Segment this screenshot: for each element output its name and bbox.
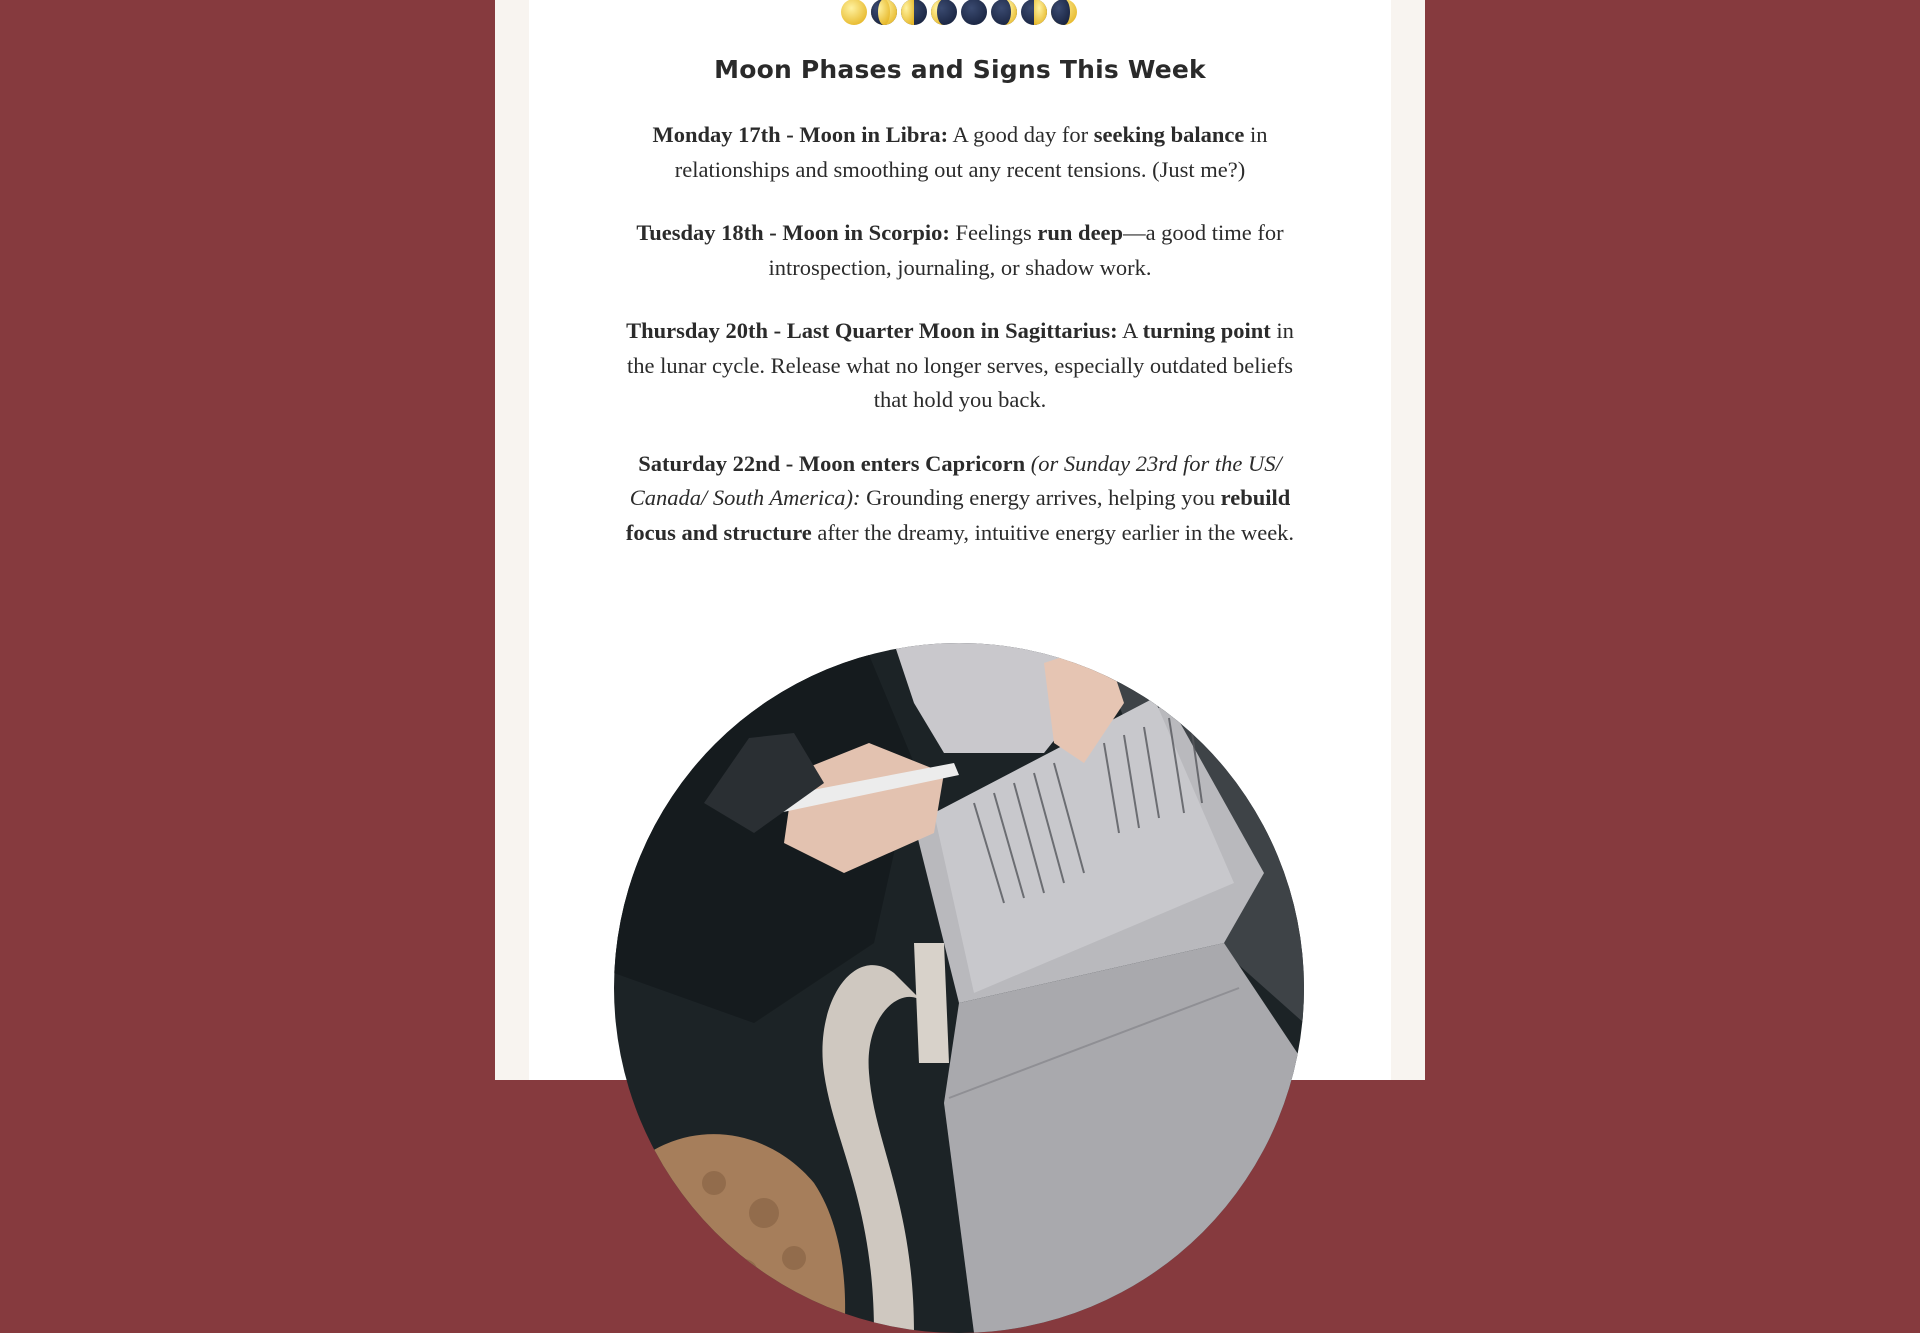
- entry-text: Feelings: [949, 220, 1038, 245]
- new-moon-icon: [961, 0, 987, 25]
- moon-schedule: [614, 118, 1306, 579]
- full-moon-icon: [841, 0, 867, 25]
- entry-thursday: [614, 314, 1306, 418]
- entry-text: A good day for: [948, 122, 1094, 147]
- entry-text: Grounding energy arrives, helping you: [860, 485, 1221, 510]
- first-quarter-moon-icon: [1021, 0, 1047, 25]
- entry-day-label: Thursday 20th - Last Quarter Moon in Sagittarius:: [626, 318, 1118, 343]
- waxing-gibbous-moon-icon: [1051, 0, 1077, 25]
- entry-day-label: Saturday 22nd - Moon enters Capricorn: [638, 450, 1026, 476]
- waning-gibbous-moon-icon: [871, 0, 897, 25]
- waxing-crescent-moon-icon: [991, 0, 1017, 25]
- entry-tuesday: [614, 216, 1306, 285]
- waning-crescent-moon-icon: [931, 0, 957, 25]
- entry-text: in relationships and smoothing out any recent tensions. (Just me?): [674, 122, 1268, 182]
- entry-day-label: Tuesday 18th - Moon in Scorpio:: [636, 220, 950, 245]
- entry-text: —a good time for introspection, journaling, or shadow work.: [768, 220, 1284, 280]
- entry-text: in the lunar cycle. Release what no longer serves, especially outdated beliefs that hold you back.: [627, 318, 1294, 412]
- entry-saturday: [614, 447, 1306, 551]
- section-title: Moon Phases and Signs This Week: [714, 55, 1206, 84]
- entry-highlight: turning point: [1142, 318, 1271, 343]
- entry-note: (or Sunday 23rd for the US/ Canada/ South America):: [629, 450, 1282, 510]
- entry-highlight: run deep: [1037, 220, 1124, 245]
- entry-highlight: rebuild focus and structure: [625, 485, 1291, 545]
- journaling-photo: [614, 643, 1304, 1333]
- entry-text: A: [1117, 318, 1143, 343]
- entry-text: after the dreamy, intuitive energy earlier in the week.: [811, 519, 1295, 545]
- entry-monday: [614, 118, 1306, 187]
- entry-day-label: Monday 17th - Moon in Libra:: [652, 122, 949, 147]
- entry-highlight: seeking balance: [1093, 122, 1245, 147]
- last-quarter-moon-icon: [901, 0, 927, 25]
- moon-phases-row: [839, 0, 1081, 26]
